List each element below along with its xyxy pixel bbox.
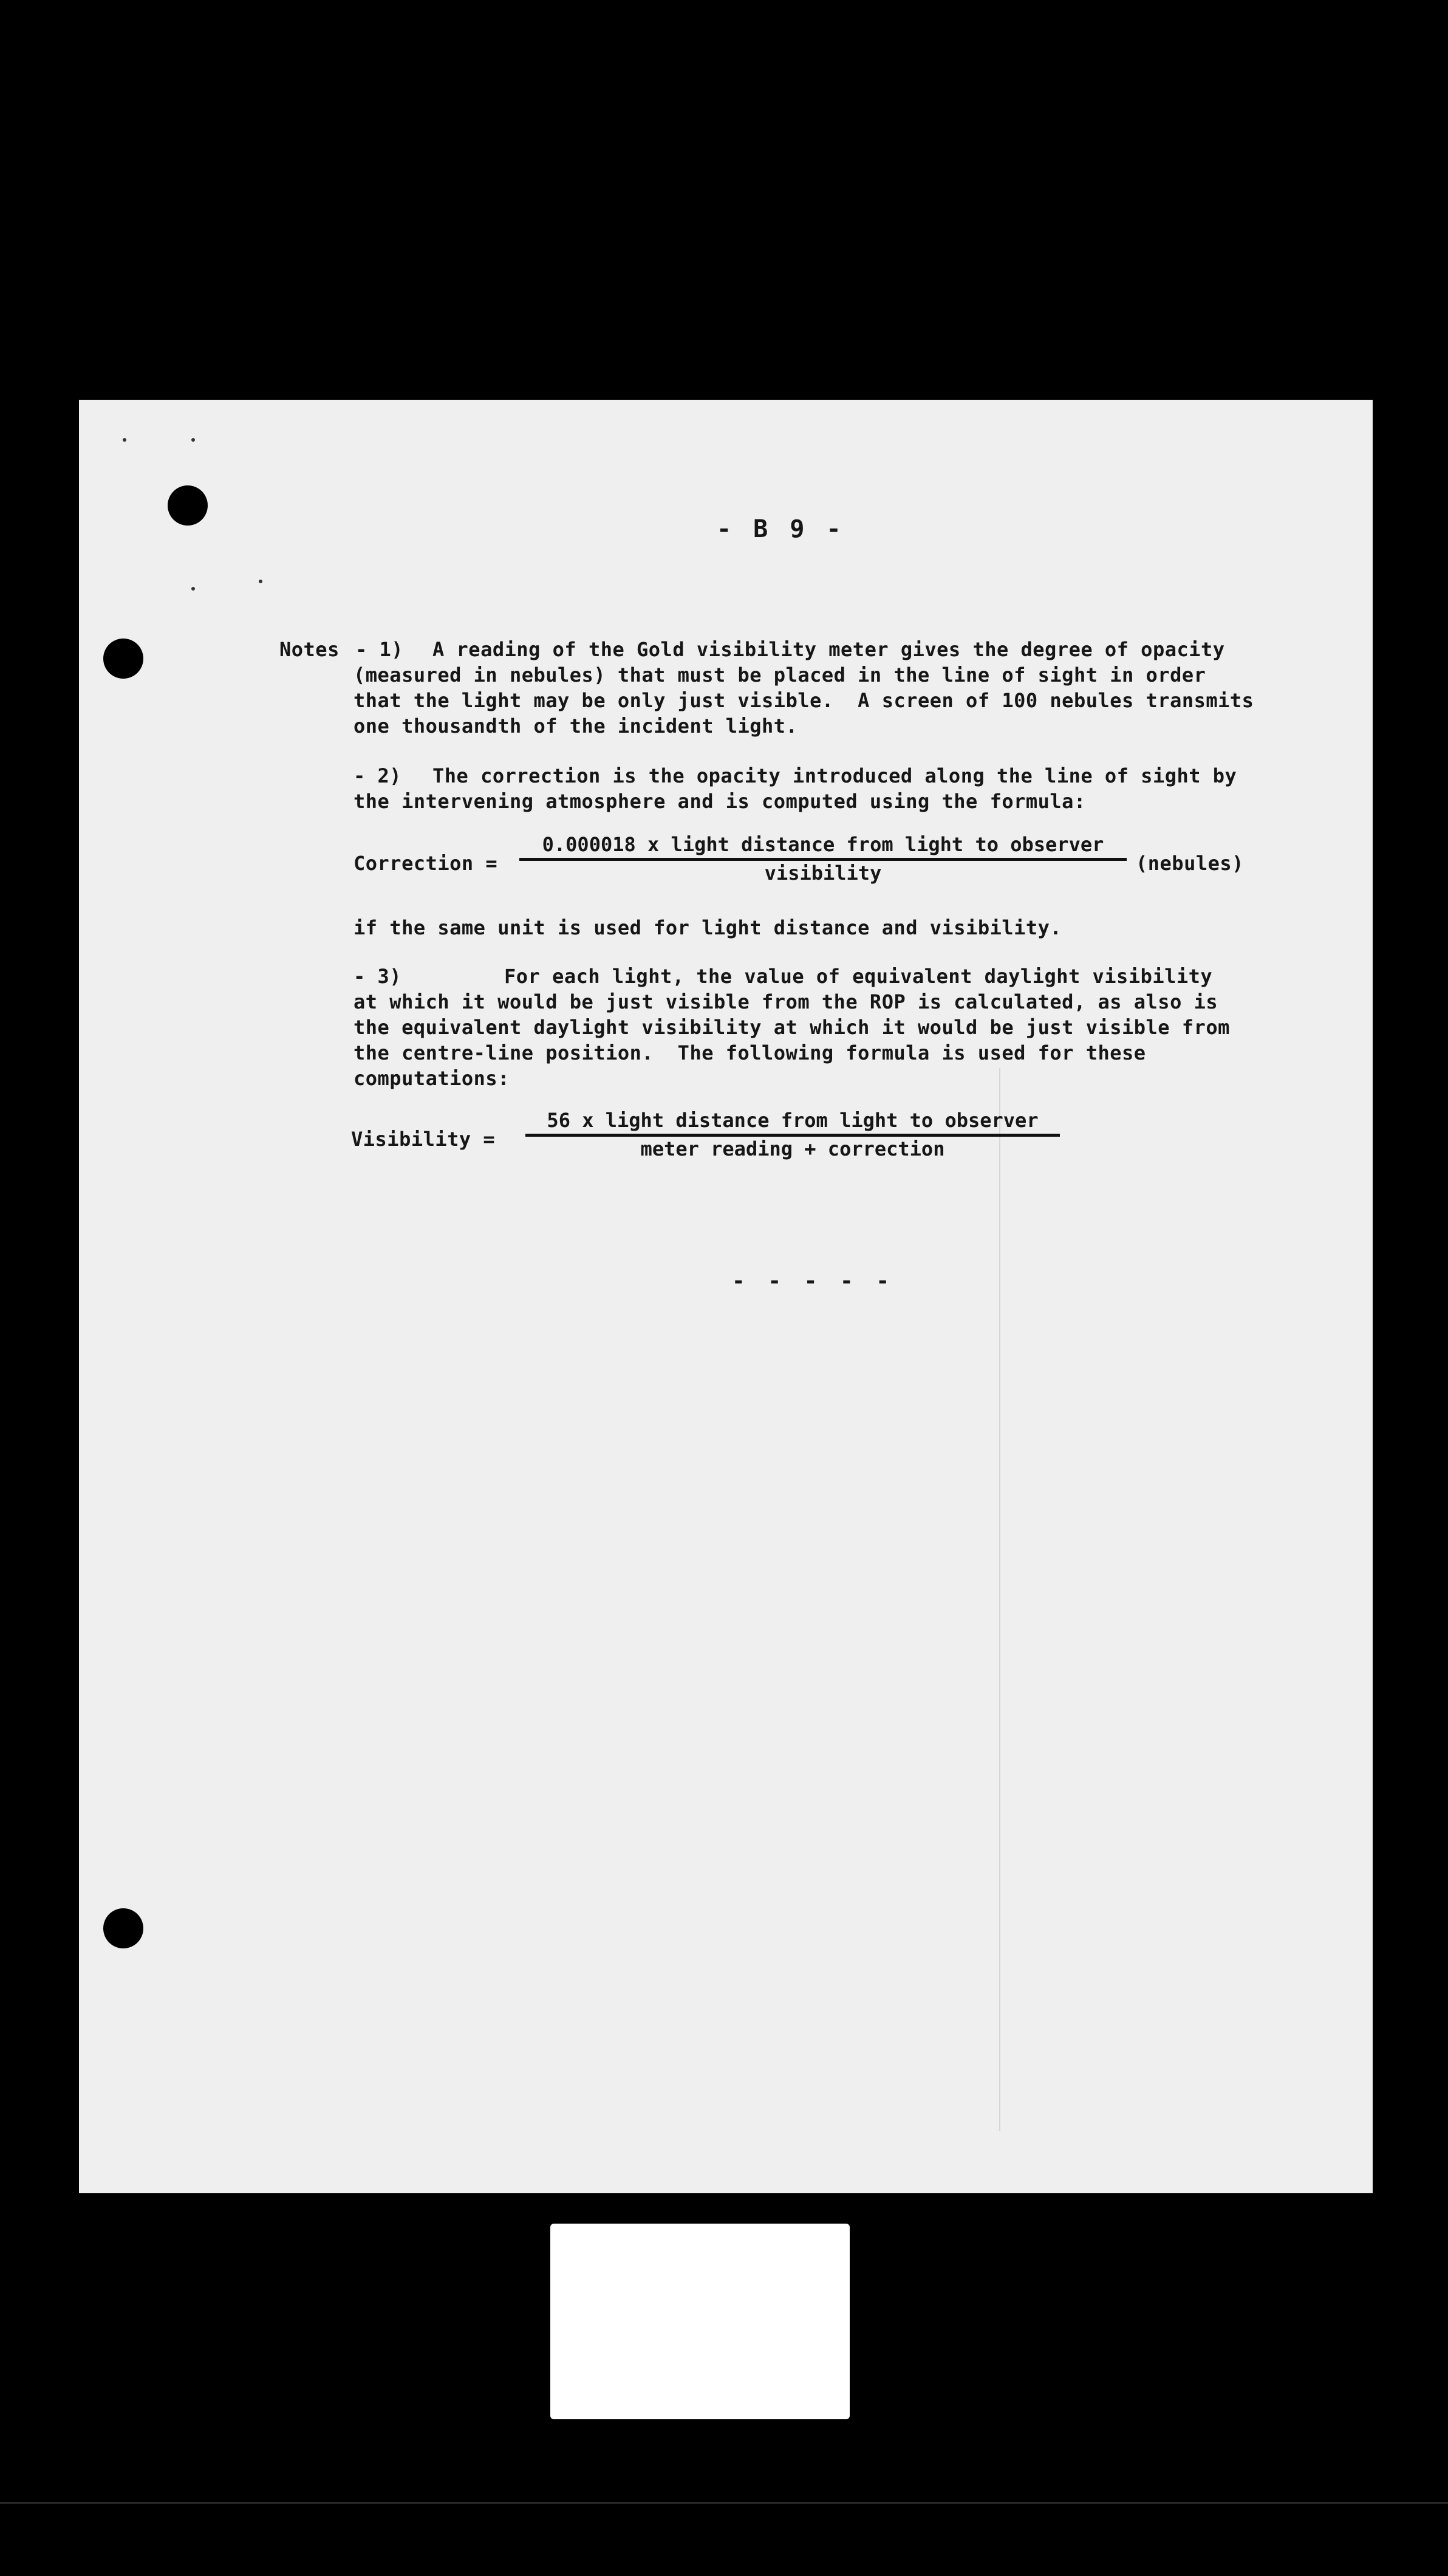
note-3-line: the centre-line position. The following formula is used for these [353, 1041, 1146, 1064]
note-1-line: (measured in nebules) that must be placed in the line of sight in order [353, 663, 1206, 687]
correction-denominator: visibility [764, 862, 882, 885]
end-of-section-mark: - - - - - [732, 1269, 895, 1293]
paper-speck [123, 438, 126, 442]
paper-speck [191, 438, 195, 442]
correction-unit: (nebules) [1136, 852, 1244, 875]
punch-hole [103, 639, 143, 679]
note-3-line: For each light, the value of equivalent daylight visibility [504, 965, 1213, 988]
film-edge-line [0, 2502, 1448, 2504]
note-1-line: A reading of the Gold visibility meter gives the degree of opacity [432, 638, 1225, 661]
note-3-marker: - 3) [353, 965, 402, 988]
paper-speck [259, 580, 262, 583]
document-page [79, 400, 1373, 2193]
note-2-line: The correction is the opacity introduced along the line of sight by [432, 764, 1237, 787]
note-3-line: computations: [353, 1067, 510, 1090]
correction-numerator: 0.000018 x light distance from light to observer [519, 832, 1127, 861]
visibility-fraction [525, 1108, 1060, 1161]
visibility-numerator: 56 x light distance from light to observer [525, 1108, 1060, 1137]
note-1-marker: - 1) [355, 638, 404, 661]
note-2-marker: - 2) [353, 764, 402, 787]
punch-hole [103, 1908, 143, 1948]
note-3-line: at which it would be just visible from the ROP is calculated, as also is [353, 990, 1218, 1013]
note-1-line: one thousandth of the incident light. [353, 714, 798, 738]
page-number: - B 9 - [717, 515, 845, 543]
paper-speck [191, 587, 195, 591]
visibility-formula-label: Visibility = [351, 1128, 496, 1151]
punch-hole [168, 485, 208, 526]
correction-formula-label: Correction = [353, 852, 498, 875]
notes-label: Notes [279, 638, 340, 661]
note-2-after: if the same unit is used for light distance and visibility. [353, 916, 1062, 939]
correction-fraction [519, 832, 1127, 885]
note-1-line: that the light may be only just visible. A screen of 100 nebules transmits [353, 689, 1254, 712]
note-3-line: the equivalent daylight visibility at which it would be just visible from [353, 1016, 1230, 1039]
note-2-line: the intervening atmosphere and is computed using the formula: [353, 790, 1086, 813]
paper-fold-line [999, 1068, 1000, 2131]
visibility-denominator: meter reading + correction [640, 1137, 945, 1160]
blank-label-card [550, 2224, 850, 2419]
